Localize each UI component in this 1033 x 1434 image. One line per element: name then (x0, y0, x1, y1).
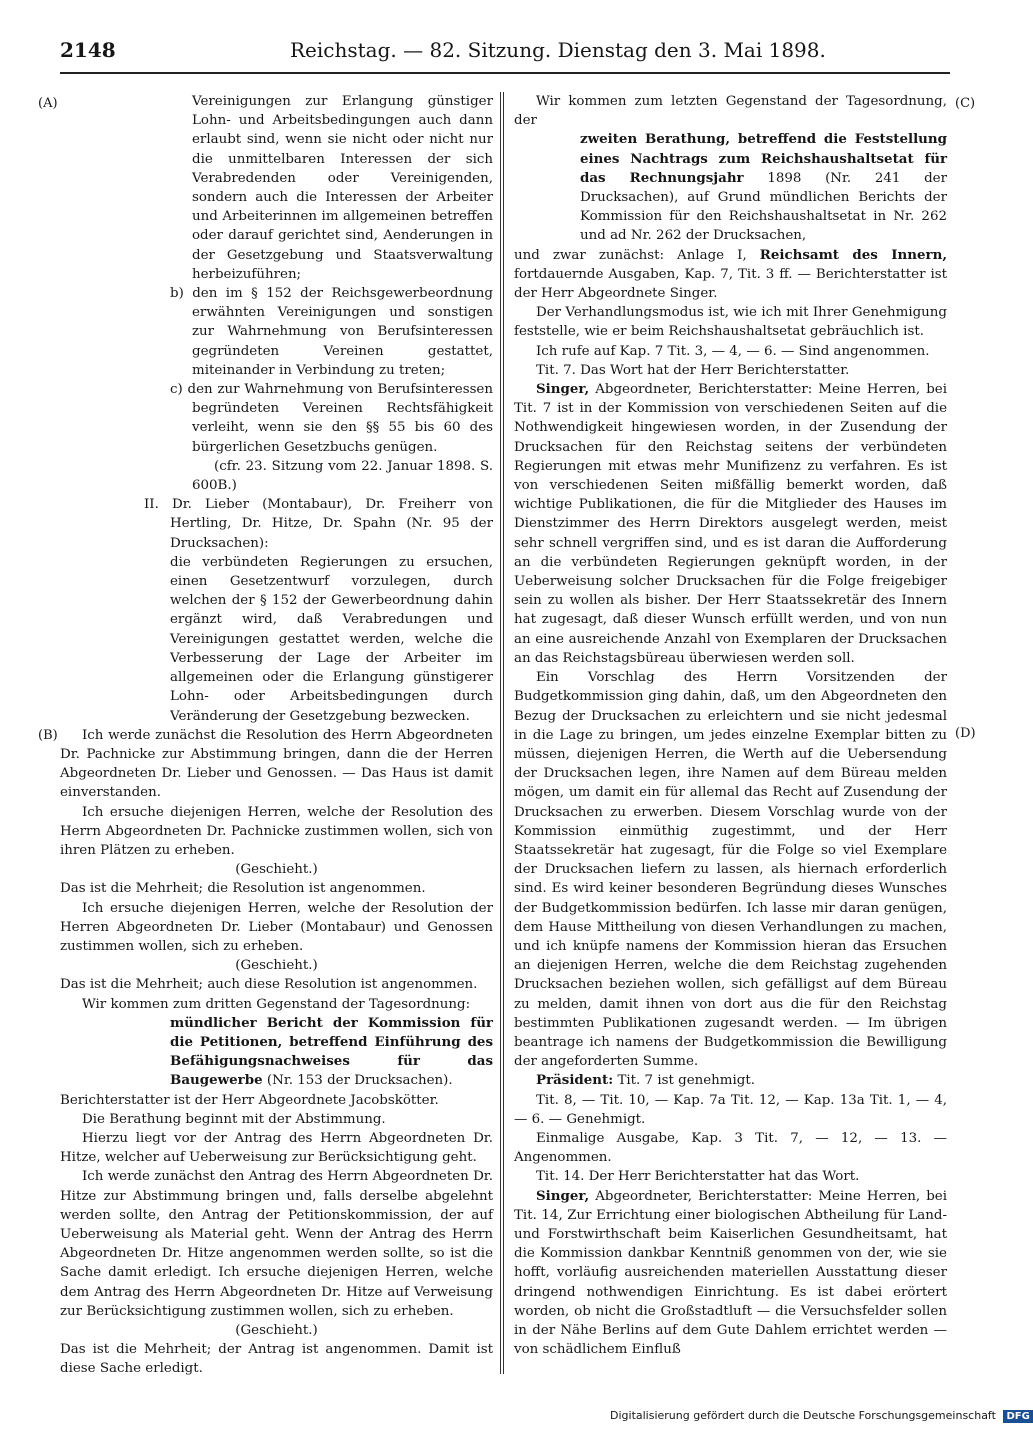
right-paragraph: Tit. 14. Der Herr Berichterstatter hat das Wort. (536, 1169, 860, 1185)
left-paragraph: (Geschieht.) (235, 862, 318, 878)
left-paragraph: (Geschieht.) (235, 958, 318, 974)
left-paragraph: Das ist die Mehrheit; auch diese Resolution ist angenommen. (60, 977, 478, 993)
page-number: 2148 (60, 38, 116, 62)
left-paragraph: Ich ersuche diejenigen Herren, welche der Resolution des Herrn Abgeordneten Dr. Pachnicke zustimmen wollen, sich von ihren Plätzen zu erheben. (60, 804, 493, 858)
text-run-bold: zweiten Berathung, betreffend die Feststellung eines Nachtrags zum Reichshaushaltsetat für das Rechnungsjahr (580, 131, 947, 186)
text-run-bold: mündlicher Bericht der Kommission für die Petitionen, betreffend Einführung des Befähigungsnachweises für das Baugewerbe (170, 1014, 493, 1089)
running-head: Reichstag. — 82. Sitzung. Dienstag den 3. Mai 1898. (290, 38, 826, 62)
text-run-bold: Reichsamt des Innern, (759, 246, 947, 263)
text-run: und zwar zunächst: Anlage I, (514, 247, 747, 263)
text-run-bold: Singer, (536, 381, 590, 398)
right-paragraph (514, 380, 947, 668)
margin-mark-b: (B) (38, 728, 58, 743)
margin-mark-a: (A) (38, 96, 58, 111)
dfg-logo-icon: DFG (1003, 1410, 1032, 1423)
text-run: 1898 (Nr. 241 der Drucksachen), auf Grund mündlichen Berichts der Kommission für den Reichshaushaltsetat in Nr. 262 und ad Nr. 262 der Drucksachen, (580, 170, 947, 244)
footer-credit (610, 1409, 1033, 1423)
left-paragraph: (cfr. 23. Sitzung vom 22. Januar 1898. S. 600B.) (192, 458, 493, 494)
left-paragraph: Berichterstatter ist der Herr Abgeordnete Jacobskötter. (60, 1092, 439, 1108)
text-run: Abgeordneter, Berichterstatter: Meine Herren, bei Tit. 14, Zur Errichtung einer biologischen Abtheilung für Land- und Forstwirthschaft beim Kaiserlichen Gesundheitsamt, hat die Kommission dankbar Kenntniß genommen von der, wie sie hofft, vorläufig ausreichenden materiellen Ausstattung dieser dringend nothwendigen Einrichtung. Es ist dabei erörtert worden, ob nicht die Großstadtluft — die Versuchsfelder sollen in der Nähe Berlins auf dem Gute Dahlem errichtet werden — von schädlichem Einfluß (514, 1188, 947, 1358)
right-paragraph: Tit. 8, — Tit. 10, — Kap. 7a Tit. 12, — Kap. 13a Tit. 1, — 4, — 6. — Genehmigt. (514, 1092, 947, 1127)
column-divider (500, 92, 504, 1374)
right-paragraph (514, 246, 947, 304)
right-paragraph: Der Verhandlungsmodus ist, wie ich mit Ihrer Genehmigung feststelle, wie er beim Reichshaushaltsetat gebräuchlich ist. (514, 305, 947, 340)
right-paragraph (514, 130, 947, 245)
left-paragraph: c) den zur Wahrnehmung von Berufsinteressen begründeten Vereinen Rechtsfähigkeit verleiht, wenn sie den §§ 55 bis 60 des bürgerlichen Gesetzbuchs genügen. (170, 382, 493, 455)
footer-text: Digitalisierung gefördert durch die Deutsche Forschungsgemeinschaft (610, 1409, 996, 1422)
right-paragraph: Einmalige Ausgabe, Kap. 3 Tit. 7, — 12, — 13. — Angenommen. (514, 1130, 947, 1166)
text-run: Wir kommen zum dritten Gegenstand der Tagesordnung: (82, 996, 471, 1012)
text-run: (Nr. 153 der Drucksachen). (266, 1073, 453, 1089)
left-paragraph: (Geschieht.) (235, 1323, 318, 1338)
text-run: fortdauernde Ausgaben, Kap. 7, Tit. 3 ff. — Berichterstatter ist der Herr Abgeordnete Singer. (514, 266, 947, 302)
left-column (60, 92, 493, 1377)
left-paragraph: Ich werde zunächst die Resolution des Herrn Abgeordneten Dr. Pachnicke zur Abstimmung bringen, dann die der Herren Abgeordneten Dr. Lieber und Genossen. — Das Haus ist damit einverstanden. (60, 727, 493, 801)
left-paragraph: II. Dr. Lieber (Montabaur), Dr. Freiherr von Hertling, Dr. Hitze, Dr. Spahn (Nr. 95 der Drucksachen): (144, 497, 493, 551)
text-run-bold: Singer, (536, 1187, 590, 1204)
margin-mark-c: (C) (955, 96, 976, 111)
margin-mark-d: (D) (955, 726, 976, 741)
left-paragraph (60, 995, 493, 1014)
left-paragraph: Hierzu liegt vor der Antrag des Herrn Abgeordneten Dr. Hitze, welcher auf Ueberweisung zur Berücksichtigung geht. (60, 1130, 493, 1166)
right-paragraph (514, 1187, 947, 1360)
left-paragraph (60, 1014, 493, 1091)
left-paragraph: Ich werde zunächst den Antrag des Herrn Abgeordneten Dr. Hitze zur Abstimmung bringen und, falls derselbe abgelehnt werden sollte, den Antrag der Petitionskommission, der auf Ueberweisung als Material geht. Wenn der Antrag des Herrn Abgeordneten Dr. Hitze angenommen werden sollte, so ist die Sache damit erledigt. Ich ersuche diejenigen Herren, welche dem Antrag des Herrn Abgeordneten Dr. Hitze auf Verweisung zur Berücksichtigung zustimmen wollen, sich zu erheben. (60, 1169, 493, 1319)
text-run-bold: Präsident: (536, 1072, 614, 1089)
left-paragraph: die verbündeten Regierungen zu ersuchen, einen Gesetzentwurf vorzulegen, durch welchen der § 152 der Gewerbeordnung dahin ergänzt wird, daß Verabredungen und Vereinigungen gestattet werden, welche die Verbesserung der Lage der Arbeiter im allgemeinen oder die Erlangung günstigerer Lohn- oder Arbeitsbedingungen durch Veränderung der Gesetzgebung bezwecken. (170, 554, 493, 724)
left-paragraph: Ich ersuche diejenigen Herren, welche der Resolution der Herren Abgeordneten Dr. Lieber (Montabaur) und Genossen zustimmen wollen, sich zu erheben. (60, 900, 493, 954)
left-paragraph: Das ist die Mehrheit; die Resolution ist angenommen. (60, 881, 426, 897)
right-paragraph: Ich rufe auf Kap. 7 Tit. 3, — 4, — 6. — Sind angenommen. (536, 343, 930, 359)
right-paragraph: Ein Vorschlag des Herrn Vorsitzenden der Budgetkommission ging dahin, daß, um den Abgeordneten den Bezug der Drucksachen zu erleichtern und sie nicht jedesmal in die Lage zu bringen, um jedes einzelne Exemplar bitten zu müssen, diejenigen Herren, die Werth auf die Uebersendung der Drucksachen legen, ihre Namen auf dem Büreau melden mögen, um damit ein für allemal das Recht auf Zusendung der Drucksachen zu erwerben. Diesem Vorschlag wurde von der Kommission einmüthig zugestimmt, und der Herr Staatssekretär hat zugesagt, für die Folge so viel Exemplare der Drucksachen liefern zu lassen, als hiernach erforderlich sind. Es wird keiner besonderen Begründung dieses Wunsches der Budgetkommission bedürfen. Ich lasse mir daran genügen, dem Hause Mittheilung von diesen Verhandlungen zu machen, und ich knüpfe namens der Kommission hieran das Ersuchen an diejenigen Herren, welche die dem Reichstag zugehenden Drucksachen beziehen wollen, sich gefälligst auf dem Büreau zu melden, damit ihnen von dort aus die für den Reichstag bestimmten Publikationen zugesandt werden. — Im übrigen beantrage ich namens der Budgetkommission die Bewilligung der angeforderten Summe. (514, 670, 947, 1070)
right-paragraph (514, 1071, 947, 1090)
page-header (0, 38, 1000, 68)
text-run: Abgeordneter, Berichterstatter: Meine Herren, bei Tit. 7 ist in der Kommission von verschiedenen Seiten auf die Nothwendigkeit hingewiesen worden, in der Zusendung der Drucksachen für den Reichstag seitens der verbündeten Regierungen mit etwas mehr Munifizenz zu verfahren. Es ist von verschiedenen Seiten mißfällig bemerkt worden, daß wichtige Publikationen, die für die Mitglieder des Hauses im Dienstzimmer des Herrn Direktors ausgelegt werden, meist sehr schnell vergriffen sind, und es ist daran die Aufforderung an die verbündeten Regierungen geknüpft worden, in der Ueberweisung solcher Drucksachen für die Folge freigebiger sein zu wollen als bisher. Der Herr Staatssekretär des Innern hat zugesagt, daß dieser Wunsch erfüllt werden, und von nun an eine ausreichende Anzahl von Exemplaren der Drucksachen an das Reichstagsbüreau überwiesen werden soll. (514, 382, 947, 666)
text-run: Tit. 7 ist genehmigt. (617, 1073, 755, 1089)
right-column (514, 92, 947, 1374)
left-paragraph: b) den im § 152 der Reichsgewerbeordnung erwähnten Vereinigungen und sonstigen zur Wahrnehmung von Berufsinteressen gegründeten Vereinen gestattet, miteinander in Verbindung zu treten; (170, 286, 493, 378)
right-paragraph: Wir kommen zum letzten Gegenstand der Tagesordnung, der (514, 94, 947, 129)
left-paragraph: Die Berathung beginnt mit der Abstimmung. (82, 1111, 386, 1127)
header-rule (60, 72, 950, 74)
left-paragraph: Vereinigungen zur Erlangung günstiger Lohn- und Arbeitsbedingungen auch dann erlaubt sind, wenn sie nicht oder nicht nur die unmittelbaren Interessen der sich Verabredenden oder Vereinigenden, sondern auch die Interessen der Arbeiter und Arbeiterinnen im allgemeinen betreffen oder darauf gerichtet sind, Aenderungen in der Gesetzgebung und Staatsverwaltung herbeizuführen; (192, 94, 493, 282)
right-paragraph: Tit. 7. Das Wort hat der Herr Berichterstatter. (536, 362, 850, 378)
left-paragraph: Das ist die Mehrheit; der Antrag ist angenommen. Damit ist diese Sache erledigt. (60, 1342, 493, 1377)
